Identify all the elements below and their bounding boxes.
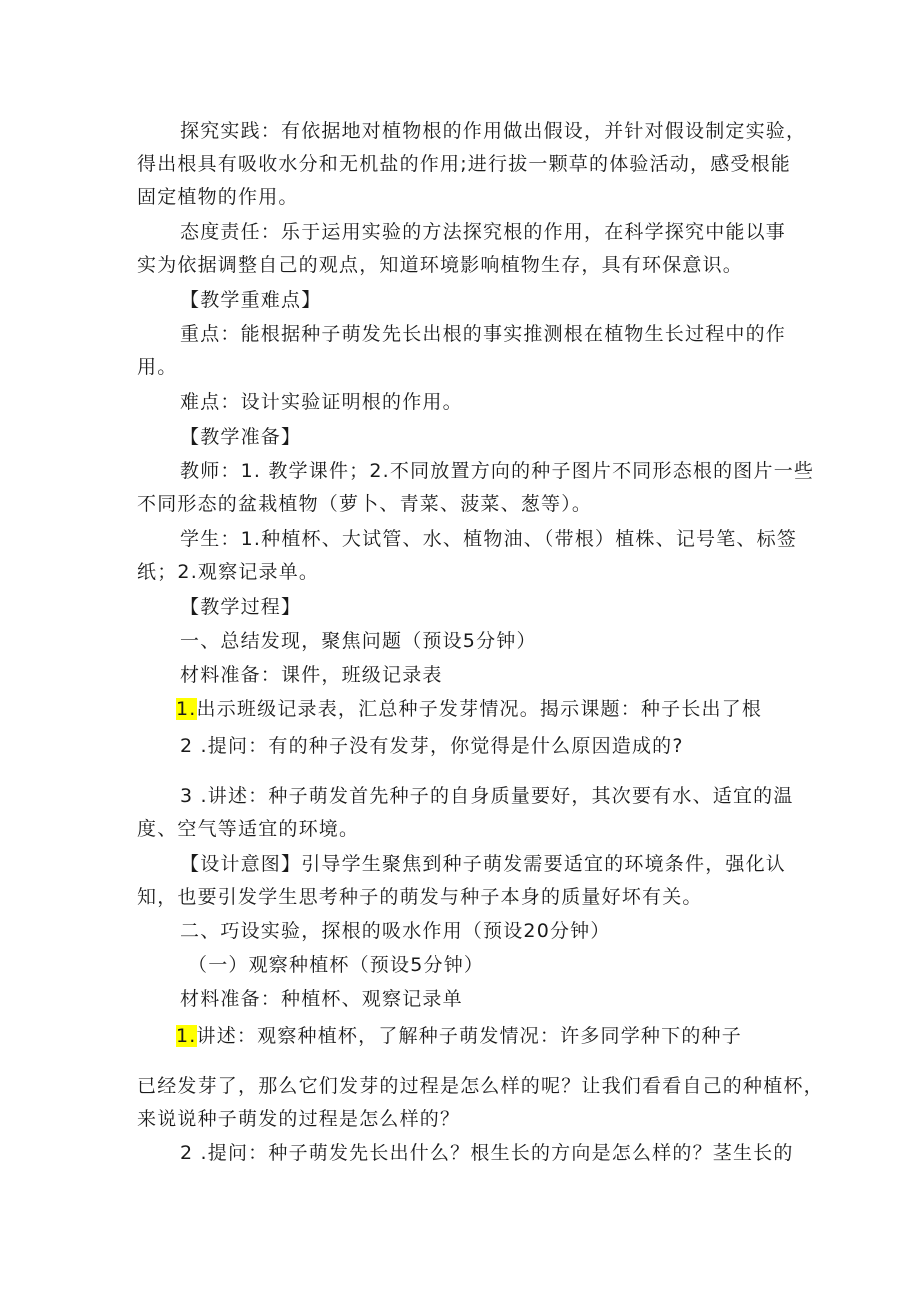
paragraph-inquiry-practice-line-2: 得出根具有吸收水分和无机盐的作用;进行拔一颗草的体验活动，感受根能 — [137, 153, 792, 175]
section-1-title: 一、总结发现，聚焦问题（预设5分钟） — [180, 630, 537, 652]
paragraph-teacher-prep-line-2: 不同形态的盆栽植物（萝卜、青菜、菠菜、葱等）。 — [137, 493, 593, 515]
section-1-materials: 材料准备：课件，班级记录表 — [180, 664, 443, 686]
heading-preparation: 【教学准备】 — [180, 426, 302, 448]
section-1-item-3-line-1: 3 .讲述：种子萌发首先种子的自身质量要好，其次要有水、适宜的温 — [180, 785, 794, 807]
paragraph-difficult-point: 难点：设计实验证明根的作用。 — [180, 391, 463, 413]
section-1-item-1 — [176, 696, 762, 722]
paragraph-inquiry-practice-line-1: 探究实践：有依据地对植物根的作用做出假设，并针对假设制定实验， — [180, 120, 807, 142]
paragraph-key-point-line-2: 用。 — [137, 356, 178, 378]
section-2-item-1-text: 讲述：观察种植杯，了解种子萌发情况：许多同学种下的种子 — [196, 1025, 742, 1047]
heading-key-points: 【教学重难点】 — [180, 289, 322, 311]
section-1-item-1-text: 出示班级记录表，汇总种子发芽情况。揭示课题：种子长出了根 — [196, 698, 763, 720]
paragraph-student-prep-line-1: 学生：1.种植杯、大试管、水、植物油、（带根）植株、记号笔、标签 — [180, 528, 798, 550]
section-1-item-2: 2 .提问：有的种子没有发芽，你觉得是什么原因造成的? — [180, 735, 684, 757]
section-2-item-2: 2 .提问：种子萌发先长出什么？根生长的方向是怎么样的？茎生长的 — [180, 1142, 794, 1164]
paragraph-inquiry-practice-line-3: 固定植物的作用。 — [137, 186, 299, 208]
paragraph-key-point-line-1: 重点：能根据种子萌发先长出根的事实推测根在植物生长过程中的作 — [180, 323, 787, 345]
paragraph-teacher-prep-line-1: 教师：1. 教学课件；2.不同放置方向的种子图片不同形态根的图片一些 — [180, 460, 815, 482]
paragraph-attitude-line-2: 实为依据调整自己的观点，知道环境影响植物生存，具有环保意识。 — [137, 254, 744, 276]
section-2-title: 二、巧设实验，探根的吸水作用（预设20分钟） — [180, 920, 611, 942]
section-1-design-intent-line-2: 知，也要引发学生思考种子的萌发与种子本身的质量好坏有关。 — [137, 886, 703, 908]
section-2-item-1 — [176, 1023, 742, 1049]
highlighted-item-number: 1. — [176, 698, 197, 720]
section-1-design-intent-line-1: 【设计意图】引导学生聚焦到种子萌发需要适宜的环境条件，强化认 — [180, 853, 787, 875]
highlighted-item-number: 1. — [176, 1025, 197, 1047]
section-2-item-1-continued-line-1: 已经发芽了，那么它们发芽的过程是怎么样的呢？让我们看看自己的种植杯， — [137, 1075, 824, 1097]
section-2-item-1-continued-line-2: 来说说种子萌发的过程是怎么样的？ — [137, 1108, 461, 1130]
section-2-subsection-1-title: （一）观察种植杯（预设5分钟） — [188, 954, 485, 976]
section-2-materials: 材料准备：种植杯、观察记录单 — [180, 988, 463, 1010]
paragraph-student-prep-line-2: 纸；2.观察记录单。 — [137, 561, 320, 583]
heading-teaching-process: 【教学过程】 — [180, 596, 302, 618]
paragraph-attitude-line-1: 态度责任：乐于运用实验的方法探究根的作用，在科学探究中能以事 — [180, 221, 787, 243]
section-1-item-3-line-2: 度、空气等适宜的环境。 — [137, 818, 360, 840]
